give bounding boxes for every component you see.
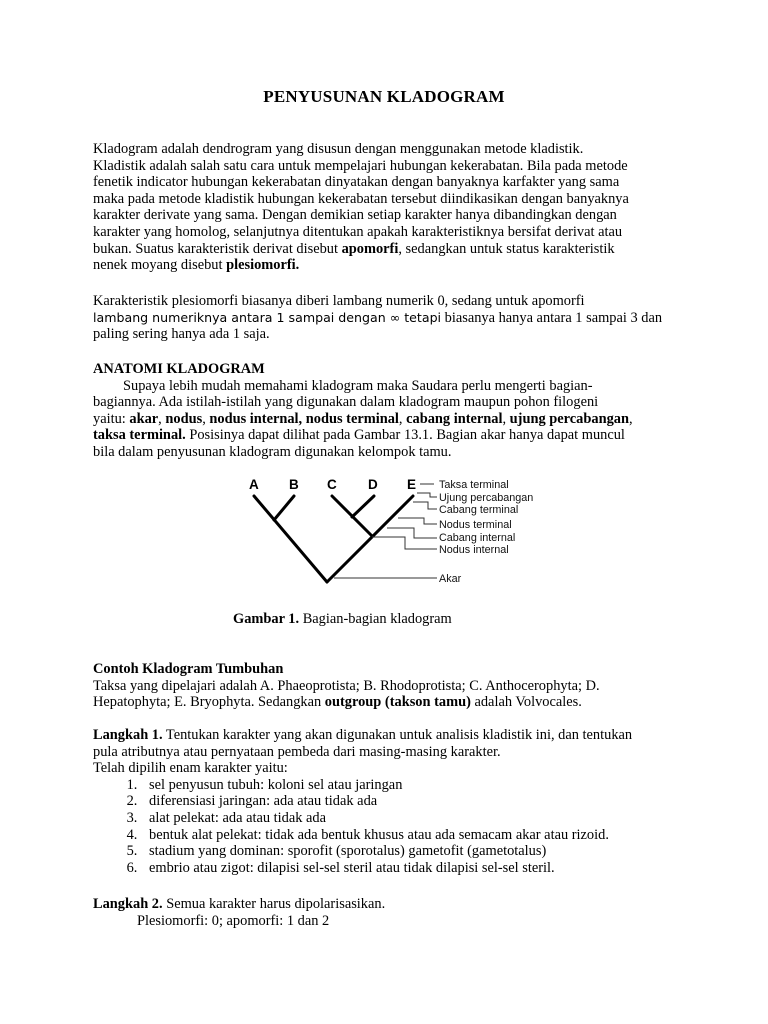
label-taksa-terminal: Taksa terminal bbox=[439, 479, 509, 491]
cladogram-tree bbox=[254, 496, 413, 582]
leader-line bbox=[417, 493, 437, 497]
example-section bbox=[93, 661, 683, 711]
text-span: , bbox=[202, 410, 210, 427]
text-span: Posisinya dapat dilihat pada Gambar 13.1. Bagian akar hanya dapat muncul bbox=[185, 427, 625, 444]
text-span: , bbox=[502, 410, 510, 427]
term: cabang internal bbox=[406, 410, 503, 427]
text-span: Hepatophyta; E. Bryophyta. Sedangkan bbox=[93, 694, 325, 711]
text-span: lambang numeriknya antara 1 sampai dengan ∞ tetapi bbox=[93, 309, 442, 325]
term-apomorfi: apomorfi bbox=[341, 240, 399, 257]
text-line: paling sering hanya ada 1 saja. bbox=[93, 326, 270, 343]
symbol-paragraph bbox=[93, 293, 683, 343]
step-1-section bbox=[93, 727, 683, 876]
label-ujung-percabangan: Ujung percabangan bbox=[439, 492, 534, 504]
text-line bbox=[93, 241, 683, 258]
caption-label: Gambar 1. bbox=[233, 611, 300, 627]
leader-line bbox=[413, 502, 437, 509]
term: akar bbox=[129, 410, 159, 427]
text-line bbox=[93, 310, 683, 327]
heading-text: Contoh Kladogram Tumbuhan bbox=[93, 661, 284, 677]
term: ujung percabangan bbox=[509, 410, 629, 427]
term: nodus bbox=[165, 410, 203, 427]
text-line: bila dalam penyusunan kladogram digunakan kelompok tamu. bbox=[93, 443, 452, 460]
label-nodus-internal: Nodus internal bbox=[439, 544, 509, 556]
anatomy-section bbox=[93, 361, 683, 461]
text-span: adalah Volvocales. bbox=[470, 694, 582, 711]
text-line: Karakteristik plesiomorfi biasanya diberi lambang numerik 0, sedang untuk apomorfi bbox=[93, 293, 585, 309]
text-line bbox=[93, 694, 683, 711]
term-outgroup: outgroup (takson tamu) bbox=[324, 694, 471, 711]
term-plesiomorfi: plesiomorfi. bbox=[226, 257, 300, 274]
step-2-section bbox=[93, 896, 683, 929]
figure-caption bbox=[233, 611, 768, 628]
label-nodus-terminal: Nodus terminal bbox=[439, 519, 512, 531]
step-label: Langkah 1. bbox=[93, 727, 163, 743]
text-span: Semua karakter harus dipolarisasikan. bbox=[162, 896, 386, 912]
text-line: karakter derivate yang sama. Dengan demikian setiap karakter hanya dibandingkan dengan bbox=[93, 207, 617, 224]
branch bbox=[327, 496, 413, 582]
text-span: , bbox=[628, 410, 633, 427]
text-line: Taksa yang dipelajari adalah A. Phaeoprotista; B. Rhodoprotista; C. Anthocerophyta; D. bbox=[93, 677, 600, 694]
section-heading bbox=[93, 661, 683, 678]
character-list bbox=[93, 777, 683, 877]
list-item: 4. bentuk alat pelekat: tidak ada bentuk khusus atau ada semacam akar atau rizoid. bbox=[141, 827, 683, 844]
text-span: , bbox=[398, 410, 407, 427]
text-line: Plesiomorfi: 0; apomorfi: 1 dan 2 bbox=[137, 912, 330, 929]
list-item: 5. stadium yang dominan: sporofit (sporotalus) gametofit (gametotalus) bbox=[141, 843, 683, 860]
text-line: Kladistik adalah salah satu cara untuk mempelajari hubungan kekerabatan. Bila pada metode bbox=[93, 157, 628, 174]
text-line: Kladogram adalah dendrogram yang disusun dengan menggunakan metode kladistik. bbox=[93, 141, 584, 157]
text-line bbox=[93, 411, 683, 428]
text-line bbox=[93, 427, 683, 444]
branch bbox=[274, 496, 294, 520]
text-span: nenek moyang disebut bbox=[93, 257, 227, 274]
taxon-label-b: B bbox=[289, 477, 299, 492]
text-line: Telah dipilih enam karakter yaitu: bbox=[93, 760, 288, 777]
text-line: Supaya lebih mudah memahami kladogram maka Saudara perlu mengerti bagian- bbox=[123, 377, 593, 394]
step-label: Langkah 2. bbox=[93, 896, 163, 912]
text-span: , bbox=[158, 410, 166, 427]
list-item: 1. sel penyusun tubuh: koloni sel atau jaringan bbox=[141, 777, 683, 794]
intro-paragraph bbox=[93, 141, 683, 274]
leader-line bbox=[372, 537, 437, 549]
caption-text: Bagian-bagian kladogram bbox=[299, 611, 452, 627]
label-cabang-internal: Cabang internal bbox=[439, 532, 516, 544]
text-span: bukan. Suatus karakteristik derivat disebut bbox=[93, 240, 342, 257]
section-heading bbox=[93, 361, 683, 378]
text-line: maka pada metode kladistik hubungan kekerabatan tersebut diindikasikan dengan banyaknya bbox=[93, 190, 629, 207]
text-span: biasanya hanya antara 1 sampai 3 dan bbox=[441, 309, 663, 326]
list-item: 2. diferensiasi jaringan: ada atau tidak ada bbox=[141, 793, 683, 810]
label-leaders bbox=[334, 484, 437, 578]
list-item: 3. alat pelekat: ada atau tidak ada bbox=[141, 810, 683, 827]
text-line bbox=[93, 896, 683, 913]
branch bbox=[352, 496, 374, 517]
term: taksa terminal. bbox=[93, 427, 186, 444]
label-cabang-terminal: Cabang terminal bbox=[439, 504, 519, 516]
text-line bbox=[93, 727, 683, 744]
label-akar: Akar bbox=[439, 573, 462, 585]
text-span: yaitu: bbox=[93, 410, 130, 427]
text-span: Tentukan karakter yang akan digunakan untuk analisis kladistik ini, dan tentukan bbox=[162, 727, 633, 743]
text-line: bagiannya. Ada istilah-istilah yang digunakan dalam kladogram maupun pohon filogeni bbox=[93, 394, 599, 411]
page-title: PENYUSUNAN KLADOGRAM bbox=[263, 87, 505, 106]
taxon-label-d: D bbox=[368, 477, 378, 492]
taxon-label-c: C bbox=[327, 477, 337, 492]
text-line: fenetik indicator hubungan kekerabatan dinyatakan dengan banyaknya karfakter yang sama bbox=[93, 174, 620, 191]
heading-text: ANATOMI KLADOGRAM bbox=[93, 361, 265, 377]
text-line: karakter yang homolog, selanjutnya ditentukan apakah karakteristiknya bersifat derivat atau bbox=[93, 223, 623, 240]
taxon-label-e: E bbox=[407, 477, 417, 492]
list-item: 6. embrio atau zigot: dilapisi sel-sel steril atau tidak dilapisi sel-sel steril. bbox=[141, 860, 683, 877]
term: nodus internal, nodus terminal bbox=[209, 410, 399, 427]
leader-line bbox=[398, 518, 437, 524]
text-line: pula atributnya atau pernyataan pembeda dari masing-masing karakter. bbox=[93, 743, 501, 760]
cladogram-figure bbox=[240, 474, 550, 586]
text-span: , sedangkan untuk status karakteristik bbox=[398, 240, 615, 257]
taxon-label-a: A bbox=[249, 477, 259, 492]
text-line bbox=[93, 257, 683, 274]
branch bbox=[254, 496, 327, 582]
